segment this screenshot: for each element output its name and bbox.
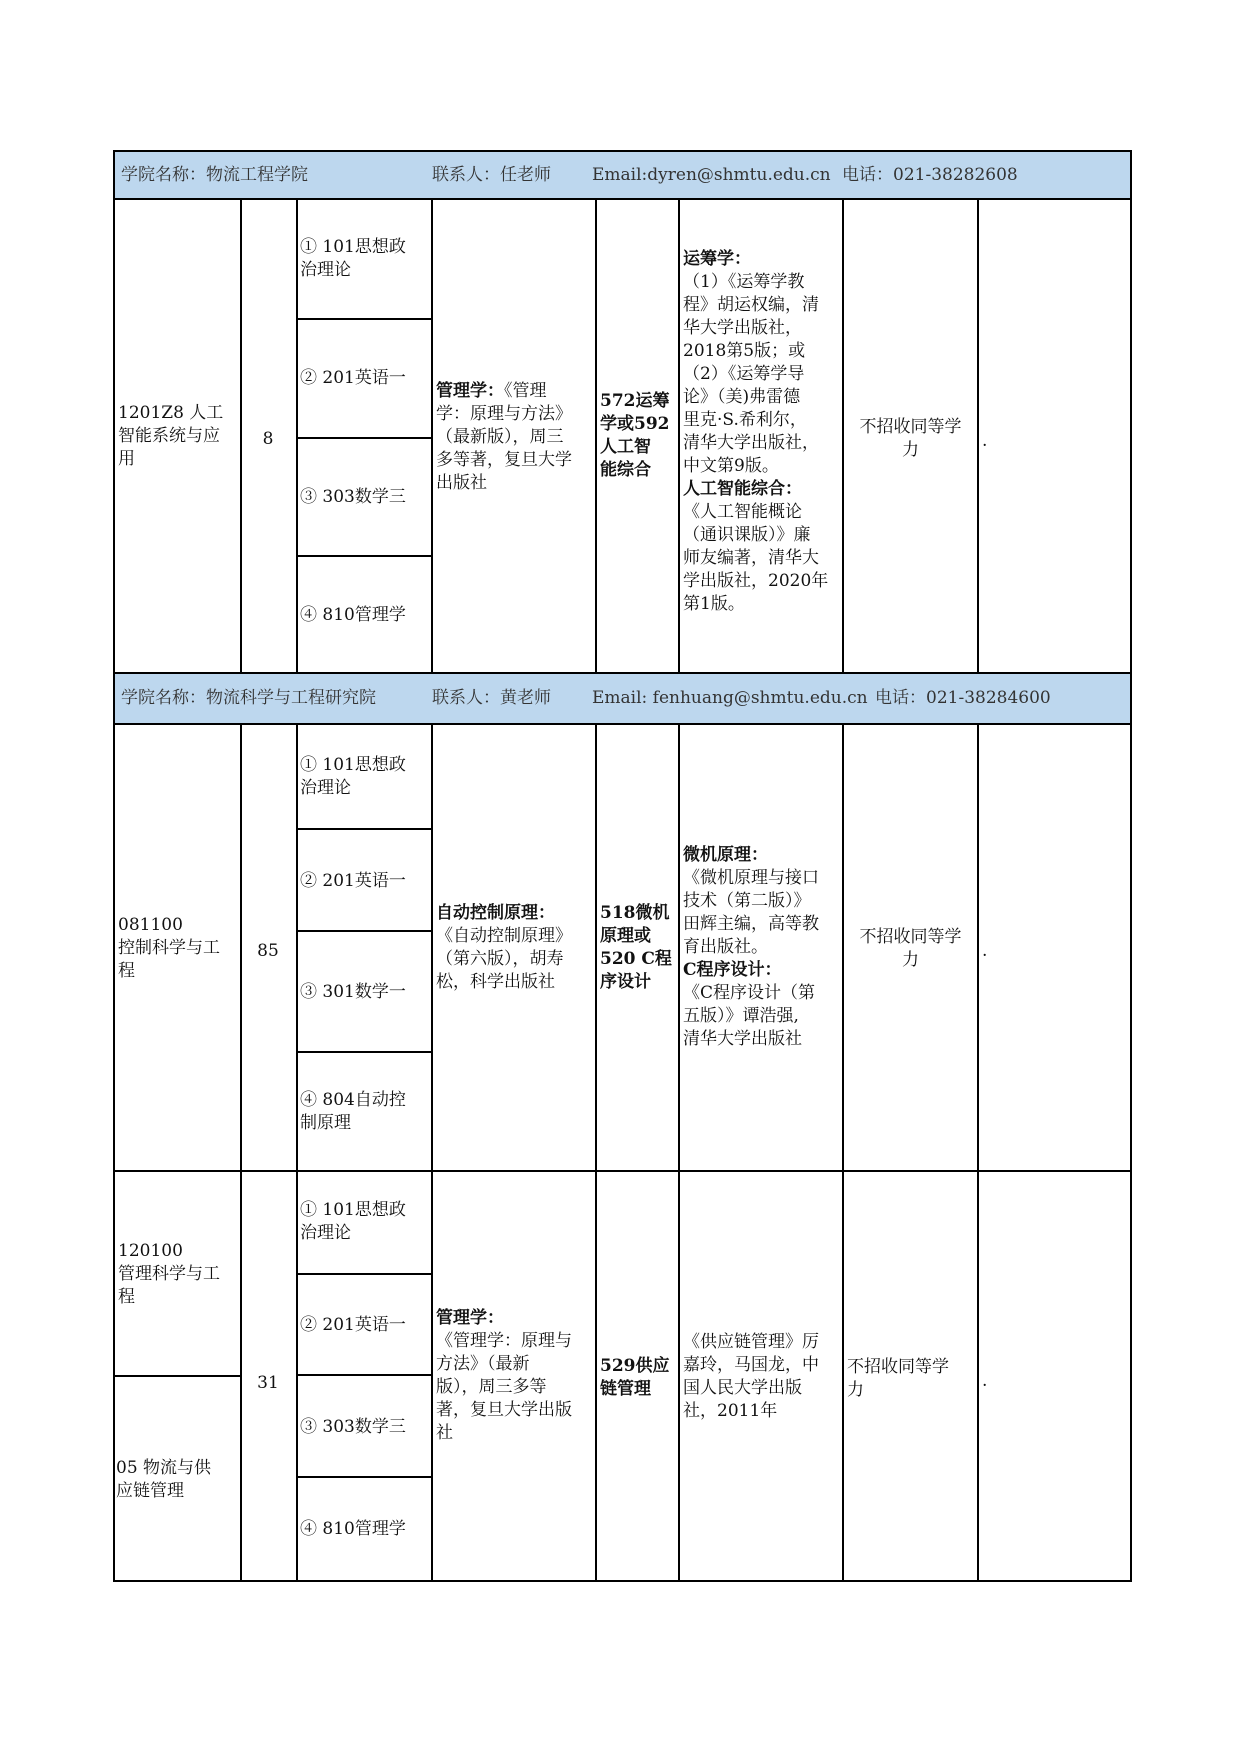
exam-subject-1: ① 101思想政 治理论 xyxy=(300,237,406,280)
exam-subject-2: ② 201英语一 xyxy=(300,871,406,891)
reference-books xyxy=(436,1307,594,1445)
reference-title: 管理学： xyxy=(436,381,504,401)
exam-subject-2: ② 201英语一 xyxy=(300,1315,406,1335)
college-name: 学院名称：物流工程学院 xyxy=(121,165,308,185)
college-name: 学院名称：物流科学与工程研究院 xyxy=(121,688,376,708)
research-direction: 05 物流与供 应链管理 xyxy=(116,1458,212,1501)
contact-email: Email:dyren@shmtu.edu.cn xyxy=(592,165,831,185)
retest-ref-title: 人工智能综合： xyxy=(683,479,802,499)
retest-subjects: 572运筹 学或592 人工智 能综合 xyxy=(600,391,670,480)
retest-references xyxy=(683,844,841,1051)
retest-ref-body: 《微机原理与接口 技术（第二版）》 田辉主编，高等教 育出版社。 xyxy=(683,868,819,957)
equivalent-education: 不招收同等学 力 xyxy=(859,417,962,460)
retest-ref-body: 《人工智能概论 （通识课版）》廉 师友编著，清华大 学出版社，2020年 第1版。 xyxy=(683,502,829,614)
exam-subject-3: ③ 301数学一 xyxy=(300,982,406,1002)
retest-ref-body: 《C程序设计（第 五版）》谭浩强, 清华大学出版社 xyxy=(683,983,816,1049)
remarks: . xyxy=(982,941,988,961)
enrollment-quota: 8 xyxy=(262,429,274,449)
exam-subject-3: ③ 303数学三 xyxy=(300,1417,406,1437)
equivalent-education: 不招收同等学 力 xyxy=(847,1357,949,1400)
reference-title: 自动控制原理： xyxy=(436,903,555,923)
contact-person: 联系人：黄老师 xyxy=(432,688,551,708)
reference-books xyxy=(436,902,594,994)
equivalent-education: 不招收同等学 力 xyxy=(859,927,962,970)
section-header-logistics-engineering xyxy=(113,150,1132,200)
enrollment-quota: 31 xyxy=(257,1373,279,1393)
retest-subjects: 529供应 链管理 xyxy=(600,1356,670,1399)
retest-ref-title: 运筹学： xyxy=(683,249,751,269)
remarks: . xyxy=(982,431,988,451)
major-name: 1201Z8 人工 智能系统与应 用 xyxy=(118,403,224,469)
exam-subject-4: ④ 810管理学 xyxy=(300,1519,406,1539)
reference-body: 《管理 学：原理与方法》 （最新版），周三 多等著，复旦大学 出版社 xyxy=(436,381,572,493)
retest-ref-title: C程序设计： xyxy=(683,960,782,980)
contact-person: 联系人：任老师 xyxy=(432,165,551,185)
contact-phone: 电话：021-38284600 xyxy=(875,688,1051,708)
major-name: 081100 控制科学与工 程 xyxy=(118,915,220,981)
exam-subject-3: ③ 303数学三 xyxy=(300,487,406,507)
retest-subjects: 518微机 原理或 520 C程 序设计 xyxy=(600,903,672,992)
retest-ref-body: （1）《运筹学教 程》胡运权编，清 华大学出版社， 2018第5版；或 （2）《运筹学导 论》（美)弗雷德 里克·S.希利尔， 清华大学出版社， 中文第9版。 xyxy=(683,272,819,476)
reference-title: 管理学： xyxy=(436,1308,504,1328)
contact-email: Email: fenhuang@shmtu.edu.cn xyxy=(592,688,868,708)
exam-subject-1: ① 101思想政 治理论 xyxy=(300,755,406,798)
retest-ref-title: 微机原理： xyxy=(683,845,768,865)
exam-subject-2: ② 201英语一 xyxy=(300,368,406,388)
remarks: . xyxy=(982,1371,988,1391)
reference-body: 《自动控制原理》 （第六版），胡寿 松，科学出版社 xyxy=(436,926,572,992)
retest-references xyxy=(683,248,841,616)
exam-subject-4: ④ 804自动控 制原理 xyxy=(300,1090,406,1133)
enrollment-quota: 85 xyxy=(257,941,279,961)
section-header-logistics-research-institute xyxy=(113,672,1132,725)
contact-phone: 电话：021-38282608 xyxy=(842,165,1018,185)
exam-subject-1: ① 101思想政 治理论 xyxy=(300,1200,406,1243)
retest-ref-body: 《供应链管理》厉 嘉玲，马国龙，中 国人民大学出版 社，2011年 xyxy=(683,1332,819,1421)
reference-body: 《管理学：原理与 方法》（最新 版），周三多等 著，复旦大学出版 社 xyxy=(436,1331,572,1443)
major-name: 120100 管理科学与工 程 xyxy=(118,1241,220,1307)
exam-subject-4: ④ 810管理学 xyxy=(300,605,406,625)
retest-references xyxy=(683,1331,841,1423)
reference-books xyxy=(436,380,594,495)
